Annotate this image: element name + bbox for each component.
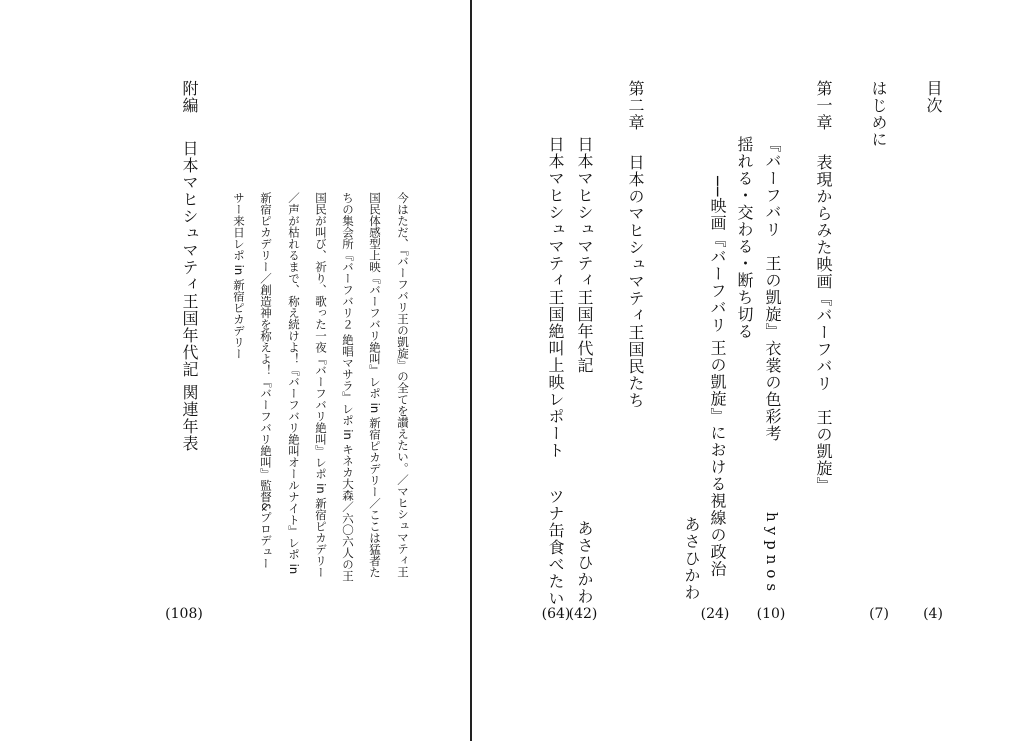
chapter-1-label: 第一章 xyxy=(814,80,833,131)
chapter-1-title: 表現からみた映画『バーフバリ 王の凱旋』 xyxy=(814,154,833,494)
page-spread-divider xyxy=(470,0,472,741)
ch2-item1-author: あさひかわ xyxy=(575,520,594,605)
ch2-item1-title: 日本マヒシュマティ王国年代記 xyxy=(575,136,594,374)
ch1-item2-page: (24) xyxy=(700,606,730,622)
ch2-item2-author: ツナ缶食べたい xyxy=(546,488,565,607)
ch1-item2-author: あさひかわ xyxy=(682,516,701,601)
ch2-item2-title: 日本マヒシュマティ王国絶叫上映レポート xyxy=(546,136,565,459)
ch1-item2-title: 揺れる・交わる・断ち切る xyxy=(735,136,754,340)
toc-hajimeni: はじめに xyxy=(869,80,888,148)
chapter-2-label: 第二章 xyxy=(626,80,645,131)
toc-title: 目次 xyxy=(924,80,943,114)
ch2-item2-page: (64) xyxy=(541,606,571,622)
report-line: サー来日レポ in 新宿ピカデリー xyxy=(232,192,246,360)
toc-hajimeni-page: (7) xyxy=(869,606,889,622)
ch2-item1-page: (42) xyxy=(568,606,598,622)
report-line: 国民が叫び、祈り、歌った一夜『バーフバリ絶叫』レポ in 新宿ピカデリー xyxy=(314,192,328,578)
ch1-item2-subtitle: ──映画『バーフバリ 王の凱旋』における視線の政治 xyxy=(708,176,727,578)
report-line: ／声が枯れるまで、称え続けよ！『バーフバリ絶叫オールナイト』レポ in xyxy=(287,192,301,575)
appendix-label: 附編 xyxy=(180,80,199,114)
report-line: 国民体感型上映『バーフバリ絶叫』レポ in 新宿ピカデリー／ここは猛者た xyxy=(368,192,382,578)
ch1-item1-page: (10) xyxy=(756,606,786,622)
toc-title-page: (4) xyxy=(923,606,943,622)
report-line: 新宿ピカデリー／創造神を称えよ！『バーフバリ絶叫』監督&プロデュー xyxy=(259,192,273,569)
appendix-title: 日本マヒシュマティ王国年代記 関連年表 xyxy=(180,140,199,453)
chapter-2-title: 日本のマヒシュマティ王国民たち xyxy=(626,154,645,409)
report-line: ちの集会所『バーフバリ２ 絶唱マサラ』レポ in キネカ大森／六〇六人の王 xyxy=(341,192,355,582)
ch1-item1-title: 『バーフバリ 王の凱旋』衣裳の色彩考 xyxy=(763,136,782,442)
ch1-item1-author: hypnos xyxy=(763,512,781,597)
report-line: 今はただ、『バーフバリ王の凱旋』の全てを讃えたい。／マヒシュマティ王 xyxy=(396,192,410,578)
appendix-page: (108) xyxy=(165,606,203,622)
